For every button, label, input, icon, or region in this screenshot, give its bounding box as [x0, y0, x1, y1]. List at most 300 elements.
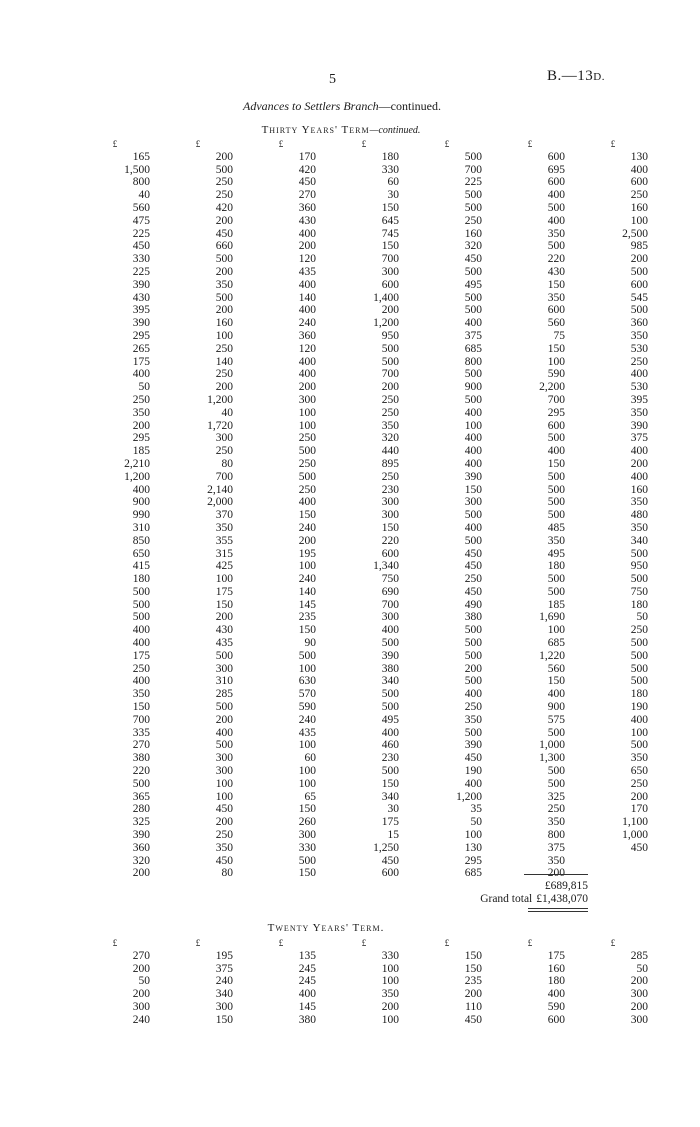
amount-cell: 375: [547, 841, 565, 854]
amount-cell: 200: [630, 253, 648, 266]
amount-cell: 500: [630, 675, 648, 688]
amount-cell: 400: [298, 988, 316, 1001]
amount-cell: 300: [215, 765, 233, 778]
currency-symbol: £: [195, 938, 201, 948]
amount-cell: 700: [381, 368, 399, 381]
amount-cell: 900: [132, 496, 150, 509]
amount-cell: 500: [464, 534, 482, 547]
amount-cell: 300: [298, 829, 316, 842]
amount-cell: 250: [132, 393, 150, 406]
amount-cell: 165: [132, 150, 150, 163]
amount-cell: 500: [547, 573, 565, 586]
amount-cell: 150: [464, 483, 482, 496]
amount-cell: 200: [215, 150, 233, 163]
amount-cell: 645: [381, 214, 399, 227]
amount-cell: 180: [132, 573, 150, 586]
amount-cell: 100: [464, 419, 482, 432]
amount-cell: 340: [381, 675, 399, 688]
amount-cell: 225: [132, 265, 150, 278]
twenty-column-4: [329, 937, 399, 1027]
amount-cell: 150: [298, 509, 316, 522]
amount-cell: 570: [298, 688, 316, 701]
amount-cell: 150: [381, 201, 399, 214]
amount-cell: 500: [381, 637, 399, 650]
thirty-column-6: [495, 138, 565, 880]
amount-cell: 500: [132, 598, 150, 611]
amount-cell: 480: [630, 509, 648, 522]
amount-cell: 200: [381, 1000, 399, 1013]
amount-cell: 300: [381, 611, 399, 624]
amount-cell: 300: [298, 393, 316, 406]
amount-cell: 400: [464, 521, 482, 534]
amount-cell: 180: [630, 598, 648, 611]
amount-cell: 250: [215, 189, 233, 202]
amount-cell: 600: [630, 176, 648, 189]
amount-cell: 280: [132, 803, 150, 816]
amount-cell: 500: [630, 304, 648, 317]
amount-cell: 350: [630, 521, 648, 534]
grand-total-value: £1,438,070: [536, 893, 588, 905]
page-number: 5: [329, 72, 336, 87]
amount-cell: 320: [464, 240, 482, 253]
amount-cell: 500: [464, 265, 482, 278]
amount-cell: 200: [547, 867, 565, 880]
amount-cell: 400: [547, 988, 565, 1001]
amount-cell: 800: [132, 176, 150, 189]
amount-cell: 530: [630, 342, 648, 355]
amount-cell: 300: [381, 509, 399, 522]
amount-cell: 600: [381, 867, 399, 880]
amount-cell: 400: [547, 445, 565, 458]
amount-cell: 435: [298, 726, 316, 739]
amount-cell: 500: [464, 393, 482, 406]
amount-cell: 500: [464, 675, 482, 688]
amount-cell: 600: [547, 419, 565, 432]
twenty-column-7: [578, 937, 648, 1027]
amount-cell: 250: [630, 624, 648, 637]
amount-cell: 145: [298, 598, 316, 611]
amount-cell: 450: [464, 1013, 482, 1026]
amount-cell: 230: [381, 752, 399, 765]
amount-cell: 200: [132, 867, 150, 880]
amount-cell: 200: [215, 265, 233, 278]
thirty-heading-tail: —continued.: [369, 125, 421, 136]
amount-cell: 1,400: [373, 291, 399, 304]
amount-cell: 500: [132, 585, 150, 598]
amount-cell: 435: [298, 265, 316, 278]
amount-cell: 360: [298, 329, 316, 342]
amount-cell: 365: [132, 790, 150, 803]
amount-cell: 100: [464, 829, 482, 842]
amount-cell: 500: [298, 854, 316, 867]
amount-cell: 300: [215, 662, 233, 675]
grand-total-double-rule: [528, 908, 588, 912]
amount-cell: 660: [215, 240, 233, 253]
amount-cell: 250: [547, 803, 565, 816]
amount-cell: 400: [298, 304, 316, 317]
amount-cell: 245: [298, 962, 316, 975]
amount-cell: 200: [464, 662, 482, 675]
amount-cell: 50: [636, 962, 648, 975]
amount-cell: 250: [215, 445, 233, 458]
amount-cell: 450: [298, 176, 316, 189]
amount-cell: 350: [547, 227, 565, 240]
amount-cell: 150: [215, 598, 233, 611]
amount-cell: 200: [464, 988, 482, 1001]
amount-cell: 200: [630, 975, 648, 988]
twenty-column-6: [495, 937, 565, 1027]
amount-cell: 500: [547, 432, 565, 445]
amount-cell: 170: [298, 150, 316, 163]
amount-cell: 350: [464, 713, 482, 726]
amount-cell: 90: [304, 637, 316, 650]
document-reference: [547, 68, 605, 85]
amount-cell: 330: [132, 253, 150, 266]
amount-cell: 120: [298, 253, 316, 266]
doc-ref-suffix: D.: [593, 71, 605, 83]
amount-cell: 300: [464, 496, 482, 509]
amount-cell: 1,200: [456, 790, 482, 803]
amount-cell: 500: [132, 611, 150, 624]
amount-cell: 500: [630, 649, 648, 662]
amount-cell: 600: [630, 278, 648, 291]
amount-cell: 650: [630, 765, 648, 778]
amount-cell: 400: [298, 368, 316, 381]
amount-cell: 230: [381, 483, 399, 496]
amount-cell: 1,220: [539, 649, 565, 662]
grand-total: [440, 893, 588, 905]
amount-cell: 160: [630, 483, 648, 496]
amount-cell: 135: [298, 949, 316, 962]
amount-cell: 300: [381, 496, 399, 509]
amount-cell: 500: [547, 765, 565, 778]
amount-cell: 400: [132, 675, 150, 688]
amount-cell: 490: [464, 598, 482, 611]
amount-cell: 500: [547, 585, 565, 598]
amount-cell: 750: [381, 573, 399, 586]
amount-cell: 250: [464, 573, 482, 586]
amount-cell: 225: [464, 176, 482, 189]
amount-cell: 400: [215, 726, 233, 739]
amount-cell: 1,000: [622, 829, 648, 842]
twenty-year-heading: [0, 922, 676, 934]
amount-cell: 100: [298, 765, 316, 778]
amount-cell: 140: [298, 291, 316, 304]
amount-cell: 100: [215, 790, 233, 803]
amount-cell: 500: [630, 739, 648, 752]
amount-cell: 400: [298, 496, 316, 509]
amount-cell: 420: [215, 201, 233, 214]
amount-cell: 390: [132, 317, 150, 330]
amount-cell: 375: [630, 432, 648, 445]
amount-cell: 500: [464, 637, 482, 650]
amount-cell: 175: [132, 355, 150, 368]
amount-cell: 500: [464, 726, 482, 739]
amount-cell: 395: [630, 393, 648, 406]
amount-cell: 450: [464, 585, 482, 598]
amount-cell: 380: [464, 611, 482, 624]
amount-cell: 30: [387, 189, 399, 202]
amount-cell: 500: [381, 765, 399, 778]
twenty-column-2: [163, 937, 233, 1027]
amount-cell: 180: [381, 150, 399, 163]
amount-cell: 700: [215, 470, 233, 483]
amount-cell: 235: [464, 975, 482, 988]
amount-cell: 310: [215, 675, 233, 688]
amount-cell: 150: [298, 867, 316, 880]
amount-cell: 375: [215, 962, 233, 975]
currency-symbol: £: [361, 139, 367, 149]
amount-cell: 100: [215, 777, 233, 790]
amount-cell: 400: [464, 688, 482, 701]
amount-cell: 1,200: [207, 393, 233, 406]
currency-symbol: £: [527, 938, 533, 948]
currency-symbol: £: [610, 938, 616, 948]
amount-cell: 100: [381, 975, 399, 988]
amount-cell: 270: [132, 739, 150, 752]
branch-name: Advances to Settlers Branch: [243, 99, 379, 113]
amount-cell: 400: [464, 777, 482, 790]
amount-cell: 100: [298, 777, 316, 790]
amount-cell: 400: [381, 624, 399, 637]
amount-cell: 250: [381, 470, 399, 483]
amount-cell: 240: [132, 1013, 150, 1026]
amount-cell: 380: [298, 1013, 316, 1026]
amount-cell: 360: [298, 201, 316, 214]
amount-cell: 180: [547, 975, 565, 988]
amount-cell: 500: [630, 662, 648, 675]
amount-cell: 300: [215, 1000, 233, 1013]
amount-cell: 475: [132, 214, 150, 227]
amount-cell: 450: [464, 547, 482, 560]
amount-cell: 500: [215, 649, 233, 662]
amount-cell: 200: [381, 381, 399, 394]
amount-cell: 430: [547, 265, 565, 278]
amount-cell: 375: [464, 329, 482, 342]
amount-cell: 400: [547, 214, 565, 227]
amount-cell: 350: [132, 688, 150, 701]
amount-cell: 400: [132, 624, 150, 637]
amount-cell: 355: [215, 534, 233, 547]
amount-cell: 380: [132, 752, 150, 765]
amount-cell: 500: [547, 777, 565, 790]
currency-symbol: £: [444, 139, 450, 149]
amount-cell: 150: [215, 1013, 233, 1026]
amount-cell: 400: [630, 470, 648, 483]
amount-cell: 1,000: [539, 739, 565, 752]
thirty-column-7: [578, 138, 648, 880]
amount-cell: 150: [298, 803, 316, 816]
thirty-column-3: [246, 138, 316, 880]
amount-cell: 600: [547, 304, 565, 317]
amount-cell: 240: [215, 975, 233, 988]
amount-cell: 185: [132, 445, 150, 458]
amount-cell: 700: [132, 713, 150, 726]
amount-cell: 265: [132, 342, 150, 355]
amount-cell: 390: [381, 649, 399, 662]
amount-cell: 240: [298, 317, 316, 330]
amount-cell: 500: [464, 649, 482, 662]
amount-cell: 690: [381, 585, 399, 598]
amount-cell: 250: [630, 355, 648, 368]
amount-cell: 500: [464, 304, 482, 317]
amount-cell: 380: [381, 662, 399, 675]
amount-cell: 300: [215, 752, 233, 765]
amount-cell: 495: [547, 547, 565, 560]
amount-cell: 650: [132, 547, 150, 560]
amount-cell: 390: [132, 278, 150, 291]
amount-cell: 400: [464, 457, 482, 470]
amount-cell: 350: [547, 291, 565, 304]
amount-cell: 260: [298, 816, 316, 829]
amount-cell: 1,200: [373, 317, 399, 330]
amount-cell: 195: [215, 949, 233, 962]
thirty-column-2: [163, 138, 233, 880]
amount-cell: 295: [464, 854, 482, 867]
amount-cell: 390: [464, 470, 482, 483]
amount-cell: 185: [547, 598, 565, 611]
amount-cell: 750: [630, 585, 648, 598]
amount-cell: 200: [215, 816, 233, 829]
amount-cell: 685: [464, 342, 482, 355]
amount-cell: 1,690: [539, 611, 565, 624]
amount-cell: 160: [547, 962, 565, 975]
amount-cell: 460: [381, 739, 399, 752]
amount-cell: 800: [547, 829, 565, 842]
amount-cell: 50: [138, 381, 150, 394]
amount-cell: 390: [464, 739, 482, 752]
amount-cell: 170: [630, 803, 648, 816]
amount-cell: 700: [381, 598, 399, 611]
twenty-column-1: [80, 937, 150, 1027]
amount-cell: 175: [381, 816, 399, 829]
amount-cell: 600: [547, 150, 565, 163]
amount-cell: 2,140: [207, 483, 233, 496]
amount-cell: 350: [381, 419, 399, 432]
amount-cell: 150: [547, 278, 565, 291]
amount-cell: 400: [464, 445, 482, 458]
amount-cell: 400: [630, 445, 648, 458]
amount-cell: 500: [630, 573, 648, 586]
amount-cell: 50: [470, 816, 482, 829]
amount-cell: 500: [547, 509, 565, 522]
currency-symbol: £: [112, 139, 118, 149]
amount-cell: 100: [381, 1013, 399, 1026]
amount-cell: 600: [547, 1013, 565, 1026]
amount-cell: 400: [630, 713, 648, 726]
amount-cell: 430: [132, 291, 150, 304]
currency-symbol: £: [610, 139, 616, 149]
amount-cell: 500: [298, 445, 316, 458]
currency-symbol: £: [527, 139, 533, 149]
amount-cell: 60: [387, 176, 399, 189]
amount-cell: 200: [298, 534, 316, 547]
amount-cell: 250: [381, 406, 399, 419]
amount-cell: 15: [387, 829, 399, 842]
amount-cell: 400: [630, 368, 648, 381]
amount-cell: 350: [215, 521, 233, 534]
amount-cell: 250: [298, 457, 316, 470]
amount-cell: 400: [464, 317, 482, 330]
amount-cell: 110: [465, 1000, 482, 1013]
amount-cell: 850: [132, 534, 150, 547]
twenty-heading-caps: Twenty Years' Term.: [267, 922, 385, 934]
amount-cell: 1,300: [539, 752, 565, 765]
amount-cell: 300: [132, 1000, 150, 1013]
amount-cell: 495: [381, 713, 399, 726]
amount-cell: 500: [464, 201, 482, 214]
amount-cell: 500: [464, 624, 482, 637]
amount-cell: 200: [630, 1000, 648, 1013]
amount-cell: 590: [547, 368, 565, 381]
amount-cell: 100: [298, 406, 316, 419]
amount-cell: 500: [547, 201, 565, 214]
amount-cell: 145: [298, 1000, 316, 1013]
thirty-year-table: [80, 138, 648, 880]
amount-cell: 330: [381, 949, 399, 962]
amount-cell: 180: [547, 560, 565, 573]
section-title: [0, 99, 692, 114]
amount-cell: 150: [464, 949, 482, 962]
amount-cell: 250: [298, 483, 316, 496]
amount-cell: 500: [547, 496, 565, 509]
amount-cell: 180: [630, 688, 648, 701]
amount-cell: 350: [547, 816, 565, 829]
amount-cell: 2,000: [207, 496, 233, 509]
amount-cell: 140: [215, 355, 233, 368]
amount-cell: 200: [215, 611, 233, 624]
amount-cell: 600: [381, 547, 399, 560]
amount-cell: 400: [381, 726, 399, 739]
amount-cell: 295: [132, 432, 150, 445]
amount-cell: 500: [464, 150, 482, 163]
amount-cell: 320: [132, 854, 150, 867]
amount-cell: 75: [553, 329, 565, 342]
amount-cell: 60: [304, 752, 316, 765]
amount-cell: 500: [547, 483, 565, 496]
subtotal-value: £689,815: [544, 880, 588, 892]
amount-cell: 100: [298, 560, 316, 573]
amount-cell: 485: [547, 521, 565, 534]
amount-cell: 195: [298, 547, 316, 560]
amount-cell: 160: [215, 317, 233, 330]
amount-cell: 200: [630, 790, 648, 803]
amount-cell: 150: [381, 777, 399, 790]
amount-cell: 900: [464, 381, 482, 394]
amount-cell: 350: [547, 854, 565, 867]
amount-cell: 350: [630, 406, 648, 419]
amount-cell: 120: [298, 342, 316, 355]
amount-cell: 150: [132, 701, 150, 714]
amount-cell: 350: [547, 534, 565, 547]
amount-cell: 340: [381, 790, 399, 803]
amount-cell: 450: [132, 240, 150, 253]
amount-cell: 285: [215, 688, 233, 701]
amount-cell: 685: [464, 867, 482, 880]
amount-cell: 360: [132, 841, 150, 854]
twenty-column-3: [246, 937, 316, 1027]
amount-cell: 450: [215, 854, 233, 867]
amount-cell: 150: [547, 342, 565, 355]
amount-cell: 150: [464, 962, 482, 975]
amount-cell: 300: [215, 432, 233, 445]
amount-cell: 500: [630, 547, 648, 560]
amount-cell: 560: [547, 662, 565, 675]
amount-cell: 235: [298, 611, 316, 624]
amount-cell: 330: [381, 163, 399, 176]
amount-cell: 370: [215, 509, 233, 522]
amount-cell: 500: [215, 253, 233, 266]
